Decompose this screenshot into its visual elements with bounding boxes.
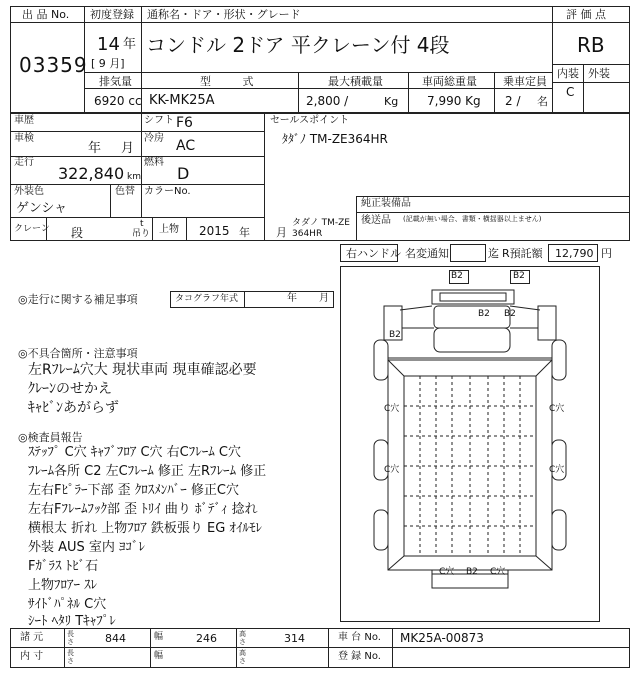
inspector-line: ｻｲﾄﾞﾊﾟﾈﾙ C穴 <box>28 597 107 612</box>
damage-mark: C穴 <box>549 465 565 475</box>
divider <box>10 647 630 648</box>
sales-point: ﾀﾀﾞﾉ TM-ZE364HR <box>282 132 388 146</box>
height-label: 高さ <box>239 630 246 646</box>
color-no-label: 色替 <box>115 186 135 197</box>
name-change-box <box>450 244 486 262</box>
inspector-line: Fｶﾞﾗｽ ﾄﾋﾞ石 <box>28 559 99 574</box>
out-label: 迄 <box>488 247 499 260</box>
divider <box>328 628 329 668</box>
crane-label: クレーン <box>14 224 50 234</box>
divider <box>64 628 65 668</box>
history-label: 車歴 <box>14 115 34 126</box>
interior-dims-label: 内 寸 <box>20 651 44 662</box>
damage-mark: C穴 <box>490 567 506 577</box>
inspector-line: 左右Fﾋﾟﾗｰ下部 歪 ｸﾛｽﾒﾝﾊﾞｰ 修正C穴 <box>28 483 239 498</box>
inspection-month: 月 <box>121 141 135 156</box>
divider <box>10 217 264 218</box>
width: 246 <box>196 632 217 645</box>
divider <box>110 184 111 217</box>
first-reg-year-unit: 年 <box>123 37 137 52</box>
model: KK-MK25A <box>149 93 215 108</box>
sales-point-label: セールスポイント <box>270 115 350 126</box>
mileage-unit: km <box>127 172 141 182</box>
mileage: 322,840 <box>58 164 125 183</box>
crane-top-month: 月 <box>276 226 287 239</box>
model-label: 型 式 <box>200 75 268 88</box>
divider <box>84 88 552 89</box>
divider <box>141 113 142 217</box>
divider <box>10 156 264 157</box>
lot-no: 03359 <box>19 53 88 77</box>
damage-mark: C穴 <box>384 465 400 475</box>
genuine-label: 純正装備品 <box>361 198 411 209</box>
max-load-unit: Kg <box>384 95 399 108</box>
footer-frame <box>10 628 630 668</box>
damage-mark: B2 <box>513 271 525 281</box>
crane-ton-b: 吊り <box>132 229 151 239</box>
rating-label: 評 価 点 <box>566 8 606 21</box>
gross-weight: 7,990 Kg <box>427 94 481 108</box>
dims-label: 諸 元 <box>20 632 44 643</box>
recycle-value: 12,790 <box>555 247 594 260</box>
damage-mark: C穴 <box>549 404 565 414</box>
height-label: 高さ <box>239 649 246 665</box>
damage-mark: B2 <box>389 330 401 340</box>
exterior-label: 外装 <box>588 67 610 80</box>
divider <box>152 217 153 241</box>
model-name: コンドル 2ドア 平クレーン付 4段 <box>146 33 450 57</box>
divider <box>150 628 151 668</box>
capacity-unit: 名 <box>537 95 548 108</box>
mileage-label: 走行 <box>14 157 34 168</box>
retrofit-note: (記載が無い場合、書類・横揺器以上ません) <box>403 215 542 223</box>
model-name-label: 通称名・ドア・形状・グレード <box>147 8 301 21</box>
fuel: D <box>177 164 190 183</box>
chassis-no: MK25A-00873 <box>400 631 484 645</box>
defect-line: ｸﾚｰﾝのせかえ <box>28 381 112 397</box>
crane-top-year-unit: 年 <box>239 226 250 239</box>
interior-label: 内装 <box>557 67 579 80</box>
divider <box>552 22 630 23</box>
damage-mark: B2 <box>478 309 490 319</box>
tacho-year: 年 <box>287 293 297 304</box>
gross-weight-label: 車両総重量 <box>422 75 477 88</box>
divider <box>84 22 552 23</box>
inspector-line: ｼｰﾄ ﾍﾀﾘ Tｷｬﾌﾟﾚ <box>28 614 116 629</box>
reg-label: 登 録 No. <box>338 651 381 662</box>
crane-ton-a: t <box>140 219 144 229</box>
length: 844 <box>105 632 126 645</box>
tacho-month: 月 <box>319 293 329 304</box>
inspector-line: 上物ﾌﾛｱｰ ｽﾚ <box>28 578 98 593</box>
name-change-label: 名変通知 <box>405 247 449 260</box>
defect-line: 左Rﾌﾚｰﾑ穴大 現状車両 現車確認必要 <box>28 362 257 378</box>
inspector-line: 外装 AUS 室内 ﾖｺﾞﾚ <box>28 540 146 555</box>
inspector-line: ｽﾃｯﾌﾟ C穴 ｷｬﾌﾞﾌﾛｱ C穴 右Cﾌﾚｰﾑ C穴 <box>28 445 241 460</box>
color-no2-label: カラーNo. <box>144 186 191 197</box>
crane-top-maker-b: 364HR <box>292 229 323 239</box>
capacity-label: 乗車定員 <box>503 75 547 88</box>
divider <box>236 628 237 668</box>
divider <box>583 64 584 113</box>
rating-score: RB <box>577 33 605 57</box>
divider <box>356 196 357 241</box>
ac: AC <box>176 138 196 154</box>
crane-stage: 段 <box>71 226 84 240</box>
divider <box>10 22 84 23</box>
defect-line: ｷｬﾋﾞﾝあがらず <box>28 400 119 416</box>
width-label: 幅 <box>154 632 164 642</box>
ac-label: 冷房 <box>144 133 164 144</box>
recycle-unit: 円 <box>601 247 612 260</box>
rhd: 右ハンドル <box>346 247 401 260</box>
crane-top-label: 上物 <box>159 224 179 235</box>
first-reg-year: 14 <box>97 34 120 55</box>
first-reg-label: 初度登録 <box>90 8 134 21</box>
divider <box>408 72 409 113</box>
damage-mark: B2 <box>451 271 463 281</box>
first-reg-month: [ 9 月] <box>91 57 125 70</box>
width-label: 幅 <box>154 651 164 661</box>
max-load: 2,800 / <box>306 94 349 108</box>
shift-label: シフト <box>144 115 174 126</box>
ext-color: ゲンシャ <box>16 201 68 216</box>
retrofit-label: 後送品 <box>361 215 391 226</box>
fuel-label: 燃料 <box>144 157 164 168</box>
tacho-label: タコグラフ年式 <box>175 294 239 304</box>
divider <box>552 64 630 65</box>
displacement: 6920 cc <box>94 94 142 108</box>
shift: F6 <box>176 115 193 131</box>
inspector-title: ◎検査員報告 <box>18 431 83 444</box>
damage-mark: B2 <box>466 567 478 577</box>
divider <box>494 72 495 113</box>
divider <box>552 82 630 83</box>
divider <box>84 72 552 73</box>
crane-top-maker-a: タダノ TM-ZE <box>292 218 350 228</box>
defects-title: ◎不具合箇所・注意事項 <box>18 347 138 360</box>
capacity: 2 / <box>505 94 521 108</box>
divider <box>141 6 142 72</box>
inspection-label: 車検 <box>14 133 34 144</box>
height: 314 <box>284 632 305 645</box>
divider <box>186 217 187 241</box>
crane-top-year: 2015 <box>199 224 230 238</box>
lot-no-label: 出 品 No. <box>22 8 70 21</box>
length-label: 長さ <box>67 630 74 646</box>
divider <box>10 131 264 132</box>
recycle-label: R預託額 <box>502 247 543 260</box>
divider <box>10 184 264 185</box>
divider <box>244 291 245 308</box>
max-load-label: 最大積載量 <box>328 75 383 88</box>
ext-color-label: 外装色 <box>14 186 44 197</box>
driving-title: ◎走行に関する補足事項 <box>18 293 138 306</box>
inspector-line: 横根太 折れ 上物ﾌﾛｱ 鉄板張り EG ｵｲﾙﾓﾚ <box>28 521 262 536</box>
damage-mark: B2 <box>504 309 516 319</box>
damage-mark: C穴 <box>439 567 455 577</box>
inspection-year: 年 <box>88 141 102 156</box>
divider <box>298 72 299 113</box>
divider <box>392 628 393 668</box>
inspector-line: ﾌﾚｰﾑ各所 C2 左Cﾌﾚｰﾑ 修正 左Rﾌﾚｰﾑ 修正 <box>28 464 267 479</box>
divider <box>356 212 630 213</box>
divider <box>356 196 630 197</box>
interior-grade: C <box>566 85 575 99</box>
length-label: 長さ <box>67 649 74 665</box>
divider <box>264 113 265 241</box>
chassis-label: 車 台 No. <box>338 632 381 643</box>
displacement-label: 排気量 <box>99 75 132 88</box>
inspector-line: 左右Fﾌﾚｰﾑﾌｯｸ部 歪 ﾄﾘｲ 曲り ﾎﾞﾃﾞｨ 捻れ <box>28 502 258 517</box>
damage-mark: C穴 <box>384 404 400 414</box>
